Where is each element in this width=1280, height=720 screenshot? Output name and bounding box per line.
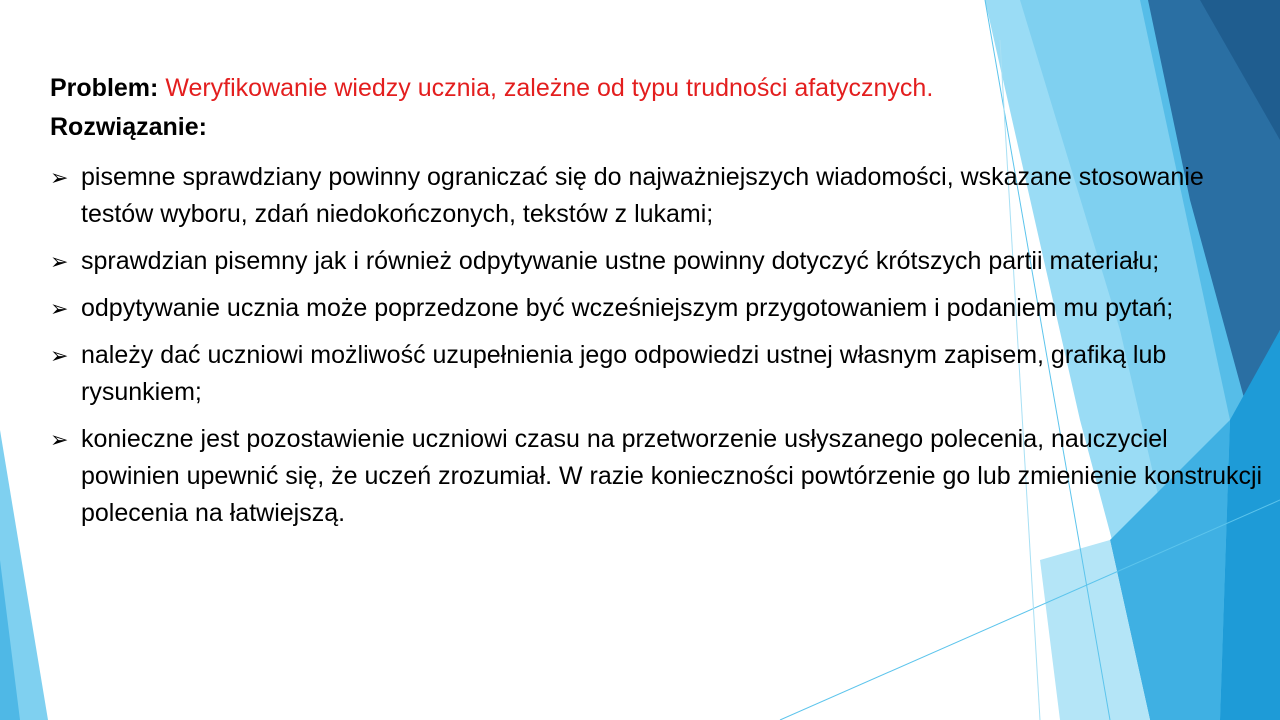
bullet-text: odpytywanie ucznia może poprzedzone być wcześniejszym przygotowaniem i podaniem mu pytań; <box>81 294 1174 322</box>
bullet-item <box>50 243 1265 280</box>
arrow-bullet-icon: ➢ <box>50 343 69 368</box>
problem-line <box>50 70 1265 107</box>
bullet-item <box>50 421 1265 532</box>
arrow-bullet-icon: ➢ <box>50 427 69 452</box>
problem-text: Weryfikowanie wiedzy ucznia, zależne od typu trudności afatycznych. <box>165 74 934 102</box>
solution-bullet-list <box>50 159 1265 532</box>
bullet-text: konieczne jest pozostawienie uczniowi czasu na przetworzenie usłyszanego polecenia, nauczyciel powinien upewnić się, że uczeń zrozumiał. W razie konieczności powtórzenie go lub zmienienie konstrukcji polecenia na łatwiejszą. <box>81 425 1263 527</box>
bullet-item <box>50 290 1265 327</box>
bullet-item <box>50 159 1265 233</box>
bullet-text: należy dać uczniowi możliwość uzupełnienia jego odpowiedzi ustnej własnym zapisem, grafiką lub rysunkiem; <box>81 341 1167 406</box>
arrow-bullet-icon: ➢ <box>50 249 69 274</box>
slide-content <box>50 70 1265 542</box>
arrow-bullet-icon: ➢ <box>50 165 69 190</box>
solution-heading: Rozwiązanie: <box>50 113 207 141</box>
problem-label: Problem: <box>50 74 159 102</box>
bullet-text: pisemne sprawdziany powinny ograniczać się do najważniejszych wiadomości, wskazane stosowanie testów wyboru, zdań niedokończonych, tekstów z lukami; <box>81 163 1204 228</box>
bullet-item <box>50 337 1265 411</box>
bullet-text: sprawdzian pisemny jak i również odpytywanie ustne powinny dotyczyć krótszych partii materiału; <box>81 247 1160 275</box>
arrow-bullet-icon: ➢ <box>50 296 69 321</box>
